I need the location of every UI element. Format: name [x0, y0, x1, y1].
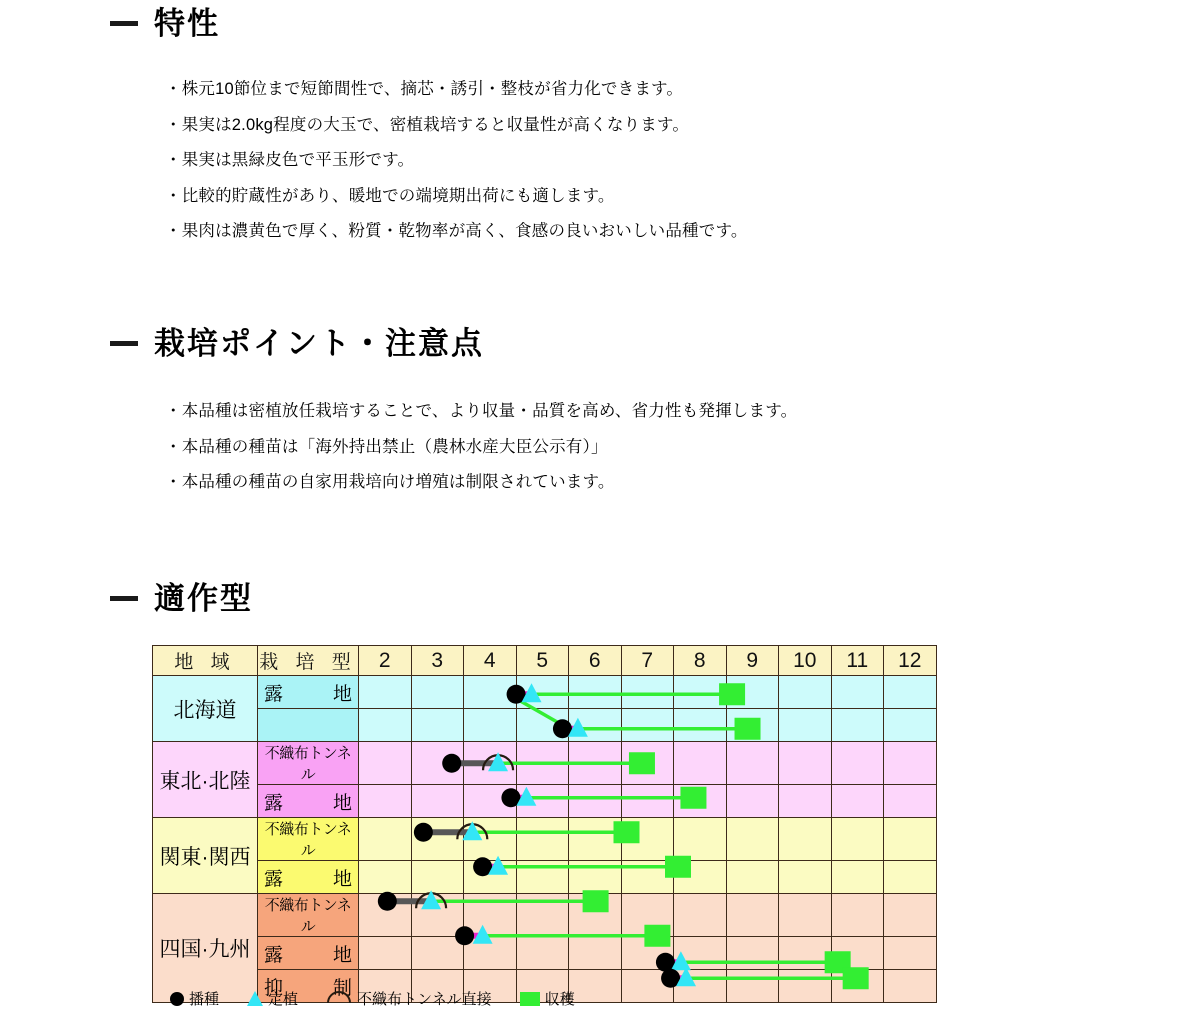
- month-cell: [516, 818, 569, 861]
- month-cell: [359, 861, 412, 894]
- month-cell: [621, 894, 674, 937]
- column-header-region: 地 域: [153, 646, 258, 676]
- tunnel-arc-icon: [326, 989, 352, 1009]
- column-header-month: 11: [831, 646, 884, 676]
- month-cell: [516, 937, 569, 970]
- month-cell: [569, 937, 622, 970]
- month-cell: [884, 785, 937, 818]
- month-cell: [516, 709, 569, 742]
- column-header-culture-type: 栽 培 型: [258, 646, 359, 676]
- month-cell: [726, 742, 779, 785]
- month-cell: [569, 894, 622, 937]
- month-cell: [726, 894, 779, 937]
- region-cell: 北海道: [153, 676, 258, 742]
- column-header-month: 10: [779, 646, 832, 676]
- month-cell: [359, 818, 412, 861]
- table-row: [153, 818, 937, 861]
- culture-type-cell: 不織布トンネル: [258, 742, 359, 785]
- month-cell: [726, 970, 779, 1003]
- month-cell: [621, 970, 674, 1003]
- month-cell: [674, 785, 727, 818]
- month-cell: [621, 709, 674, 742]
- month-cell: [779, 742, 832, 785]
- sowing-icon: [170, 992, 184, 1006]
- month-cell: [884, 709, 937, 742]
- planting-icon: [247, 991, 263, 1006]
- month-cell: [831, 861, 884, 894]
- month-cell: [884, 818, 937, 861]
- month-cell: [779, 937, 832, 970]
- crop-calendar-legend: [170, 988, 597, 1009]
- month-cell: [411, 937, 464, 970]
- month-cell: [621, 742, 674, 785]
- crop-calendar-table: [152, 645, 937, 1003]
- month-cell: [569, 676, 622, 709]
- month-cell: [674, 709, 727, 742]
- month-cell: [411, 709, 464, 742]
- column-header-month: 12: [884, 646, 937, 676]
- culture-type-cell: 露 地: [258, 785, 359, 818]
- section-header-features: [110, 8, 220, 39]
- month-cell: [831, 709, 884, 742]
- culture-type-cell: 露 地: [258, 861, 359, 894]
- month-cell: [516, 894, 569, 937]
- month-cell: [411, 861, 464, 894]
- section-dash-icon: [110, 341, 138, 346]
- month-cell: [569, 785, 622, 818]
- month-cell: [884, 970, 937, 1003]
- column-header-month: 4: [464, 646, 517, 676]
- month-cell: [831, 894, 884, 937]
- bullet-item: ・果実は2.0kg程度の大玉で、密植栽培すると収量性が高くなります。: [165, 115, 690, 134]
- month-cell: [674, 742, 727, 785]
- month-cell: [464, 937, 517, 970]
- table-row: [153, 861, 937, 894]
- table-row: [153, 785, 937, 818]
- table-row: [153, 937, 937, 970]
- month-cell: [359, 742, 412, 785]
- month-cell: [831, 676, 884, 709]
- month-cell: [831, 818, 884, 861]
- table-row: [153, 676, 937, 709]
- month-cell: [884, 676, 937, 709]
- month-cell: [831, 970, 884, 1003]
- section-title-points: 栽培ポイント・注意点: [154, 326, 484, 361]
- month-cell: [726, 861, 779, 894]
- column-header-month: 2: [359, 646, 412, 676]
- bullet-item: ・本品種の種苗の自家用栽培向け増殖は制限されています。: [165, 473, 615, 491]
- legend-item: [170, 988, 219, 1009]
- bullet-list-points: [165, 403, 797, 510]
- month-cell: [411, 742, 464, 785]
- legend-item: [326, 988, 492, 1009]
- month-cell: [411, 676, 464, 709]
- month-cell: [779, 818, 832, 861]
- crop-calendar-body: [153, 676, 937, 1003]
- month-cell: [411, 785, 464, 818]
- month-cell: [464, 894, 517, 937]
- table-row: [153, 742, 937, 785]
- month-cell: [884, 937, 937, 970]
- month-cell: [464, 676, 517, 709]
- month-cell: [464, 742, 517, 785]
- month-cell: [884, 894, 937, 937]
- column-header-month: 9: [726, 646, 779, 676]
- legend-label: 収穫: [544, 991, 575, 1008]
- culture-type-cell: [258, 709, 359, 742]
- bullet-list-features: [165, 81, 748, 259]
- region-cell: 東北·北陸: [153, 742, 258, 818]
- column-header-month: 7: [621, 646, 674, 676]
- month-cell: [674, 970, 727, 1003]
- bullet-item: ・果実は黒緑皮色で平玉形です。: [165, 151, 415, 169]
- section-dash-icon: [110, 596, 138, 601]
- table-row: [153, 709, 937, 742]
- month-cell: [831, 742, 884, 785]
- month-cell: [359, 894, 412, 937]
- crop-calendar-table-wrap: [152, 645, 937, 1003]
- table-header-row: [153, 646, 937, 676]
- month-cell: [726, 709, 779, 742]
- month-cell: [779, 970, 832, 1003]
- month-cell: [674, 861, 727, 894]
- column-header-month: 8: [674, 646, 727, 676]
- month-cell: [516, 861, 569, 894]
- month-cell: [464, 785, 517, 818]
- section-header-croptype: [110, 583, 253, 614]
- month-cell: [516, 742, 569, 785]
- legend-item: [520, 988, 575, 1009]
- month-cell: [464, 709, 517, 742]
- month-cell: [411, 818, 464, 861]
- bullet-item: ・果肉は濃黄色で厚く、粉質・乾物率が高く、食感の良いおいしい品種です。: [165, 222, 748, 240]
- month-cell: [516, 676, 569, 709]
- culture-type-cell: 不織布トンネル: [258, 894, 359, 937]
- section-title-croptype: 適作型: [154, 581, 253, 616]
- column-header-month: 5: [516, 646, 569, 676]
- month-cell: [884, 861, 937, 894]
- section-title-features: 特性: [154, 6, 220, 41]
- bullet-item: ・本品種は密植放任栽培することで、より収量・品質を高め、省力性も発揮します。: [165, 402, 798, 420]
- table-row: [153, 894, 937, 937]
- month-cell: [569, 818, 622, 861]
- region-cell: 四国·九州: [153, 894, 258, 1003]
- culture-type-cell: 抑 制: [258, 970, 359, 1003]
- month-cell: [779, 894, 832, 937]
- month-cell: [726, 818, 779, 861]
- month-cell: [831, 785, 884, 818]
- month-cell: [621, 937, 674, 970]
- legend-label: 不織布トンネル直接: [357, 991, 492, 1008]
- column-header-month: 6: [569, 646, 622, 676]
- section-dash-icon: [110, 21, 138, 26]
- month-cell: [726, 676, 779, 709]
- legend-item: [247, 988, 298, 1009]
- month-cell: [674, 894, 727, 937]
- harvest-icon: [520, 992, 540, 1006]
- region-cell: 関東·関西: [153, 818, 258, 894]
- bullet-item: ・本品種の種苗は「海外持出禁止（農林水産大臣公示有）」: [165, 437, 608, 456]
- month-cell: [621, 818, 674, 861]
- legend-label: 播種: [189, 991, 220, 1008]
- month-cell: [359, 937, 412, 970]
- culture-type-cell: 露 地: [258, 676, 359, 709]
- month-cell: [411, 894, 464, 937]
- legend-label: 定植: [268, 991, 299, 1008]
- month-cell: [621, 785, 674, 818]
- month-cell: [779, 676, 832, 709]
- month-cell: [569, 709, 622, 742]
- month-cell: [779, 785, 832, 818]
- month-cell: [359, 676, 412, 709]
- culture-type-cell: 露 地: [258, 937, 359, 970]
- month-cell: [726, 785, 779, 818]
- month-cell: [726, 937, 779, 970]
- month-cell: [621, 861, 674, 894]
- month-cell: [464, 861, 517, 894]
- month-cell: [674, 937, 727, 970]
- month-cell: [359, 709, 412, 742]
- month-cell: [569, 742, 622, 785]
- section-header-points: [110, 328, 484, 359]
- month-cell: [464, 818, 517, 861]
- month-cell: [516, 785, 569, 818]
- month-cell: [674, 818, 727, 861]
- month-cell: [779, 861, 832, 894]
- bullet-item: ・比較的貯蔵性があり、暖地での端境期出荷にも適します。: [165, 186, 615, 205]
- month-cell: [359, 785, 412, 818]
- month-cell: [569, 861, 622, 894]
- month-cell: [831, 937, 884, 970]
- month-cell: [621, 676, 674, 709]
- month-cell: [779, 709, 832, 742]
- culture-type-cell: 不織布トンネル: [258, 818, 359, 861]
- month-cell: [884, 742, 937, 785]
- month-cell: [674, 676, 727, 709]
- column-header-month: 3: [411, 646, 464, 676]
- bullet-item: ・株元10節位まで短節間性で、摘芯・誘引・整枝が省力化できます。: [165, 80, 684, 98]
